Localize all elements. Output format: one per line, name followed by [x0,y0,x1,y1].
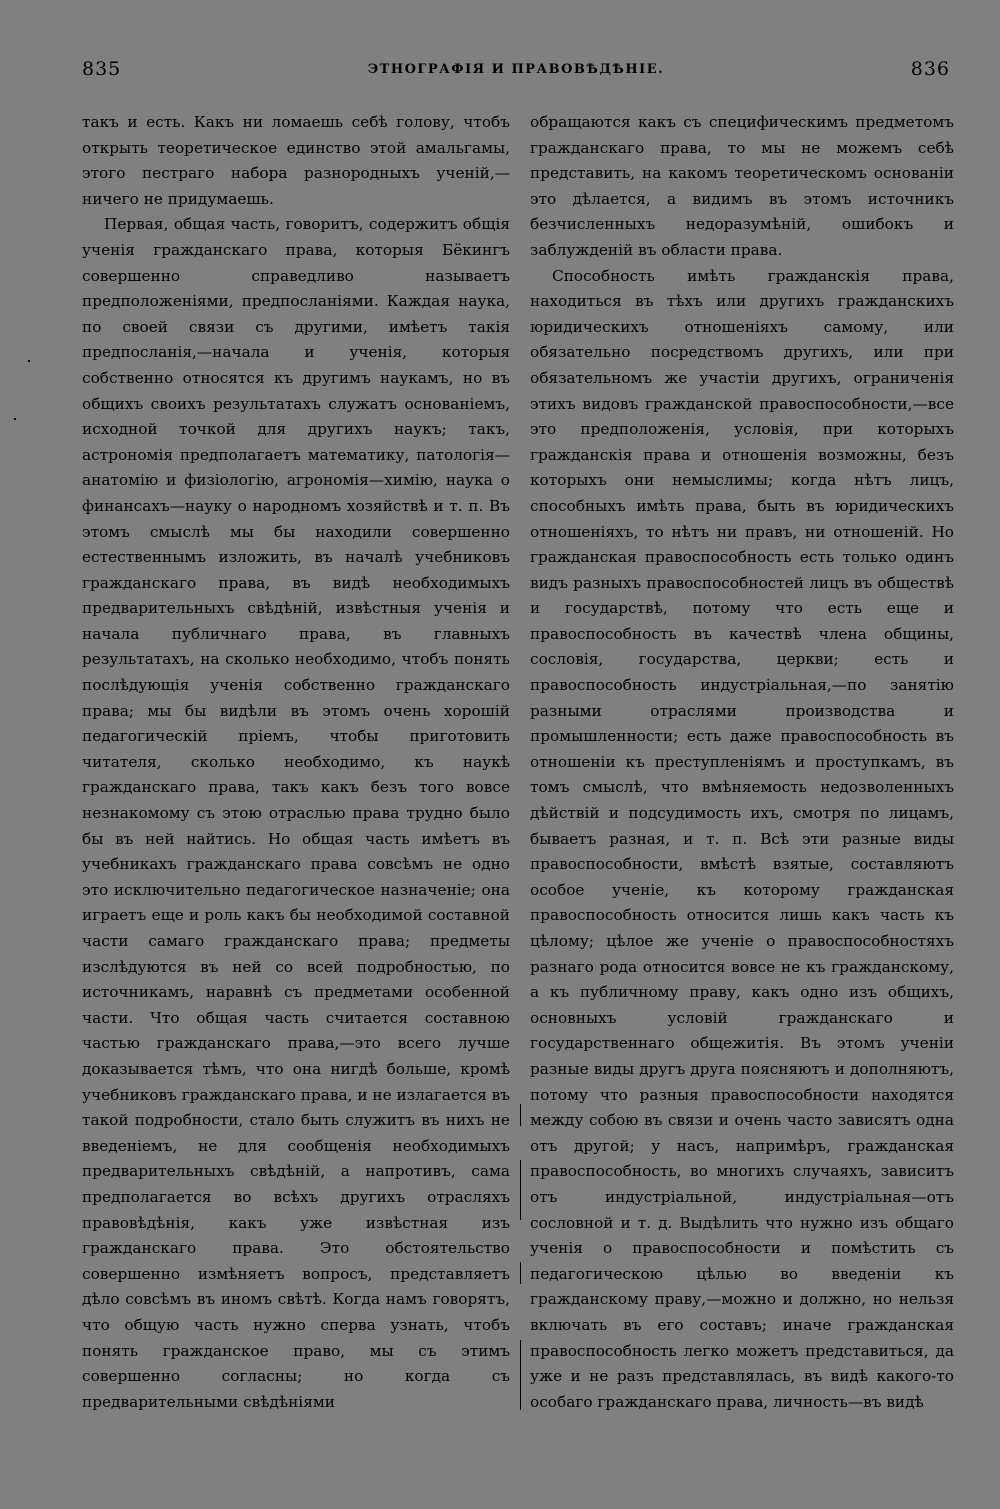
scan-speck [14,418,16,420]
right-paragraph-2: Способность имѣть гражданскія права, находиться въ тѣхъ или другихъ гражданскихъ юридическихъ отношеніяхъ самому, или обязательно посредствомъ другихъ, или при обязательномъ же участіи другихъ, ограниченія этихъ видовъ гражданской правоспособности,—все это предположенія, условія, при которыхъ гражданскія права и отношенія возможны, безъ которыхъ они немыслимы; когда нѣтъ лицъ, способныхъ имѣть права, быть въ юридическихъ отношеніяхъ, то нѣтъ ни правъ, ни отношеній. Но гражданская правоспособность есть только одинъ видъ разныхъ правоспособностей лицъ въ обществѣ и государствѣ, потому что есть еще и правоспособность въ качествѣ члена общины, сословія, государства, церкви; есть и правоспособность индустріальная,—по занятію разными отраслями производства и промышленности; есть даже правоспособность въ отношеніи къ преступленіямъ и проступкамъ, въ томъ смыслѣ, что вмѣняемость недозволенныхъ дѣйствій и подсудимость ихъ, смотря по лицамъ, бываетъ разная, и т. п. Всѣ эти разные виды правоспособности, вмѣстѣ взятые, составляютъ особое ученіе, къ которому гражданская правоспособность относится лишь какъ часть къ цѣлому; цѣлое же ученіе о правоспособностяхъ разнаго рода относится вовсе не къ гражданскому, а къ публичному праву, какъ одно изъ общихъ, основныхъ условій гражданскаго и государственнаго общежитія. Въ этомъ ученіи разные виды другъ друга поясняютъ и дополняютъ, потому что разныя правоспособности находятся между собою въ связи и очень часто зависятъ одна отъ другой; у насъ, напримѣръ, гражданская правоспособность, во многихъ случаяхъ, зависитъ отъ индустріальной, индустріальная—отъ сословной и т. д. Выдѣлить что нужно изъ общаго ученія о правоспособности и помѣстить съ педагогическою цѣлью во введеніи къ гражданскому праву,—можно и должно, но нельзя включать въ его составъ; иначе гражданская правоспособность легко можетъ представиться, да уже и не разъ представлялась, въ видѣ какого-то особаго гражданскаго права, личность—въ видѣ [530,266,954,1411]
left-paragraph-1: такъ и есть. Какъ ни ломаешь себѣ голову, чтобъ открыть теоретическое единство этой амальгамы, этого пестраго набора разнородныхъ ученій,—ничего не придумаешь. [82,113,510,208]
page-header [82,58,950,88]
column-divider-mark [520,1104,521,1126]
left-paragraph-2: Первая, общая часть, говоритъ, содержитъ общія ученія гражданскаго права, которыя Бёкингъ совершенно справедливо называетъ предположеніями, предпосланіями. Каждая наука, по своей связи съ другими, имѣетъ такія предпосланія,—начала и ученія, которыя собственно относятся къ другимъ наукамъ, но въ общихъ своихъ результатахъ служатъ основаніемъ, исходной точкой для другихъ наукъ; такъ, астрономія предполагаетъ математику, патологія—анатомію и физіологію, агрономія—химію, наука о финансахъ—науку о народномъ хозяйствѣ и т. п. Въ этомъ смыслѣ мы бы находили совершенно естественнымъ изложить, въ началѣ учебниковъ гражданскаго права, въ видѣ необходимыхъ предварительныхъ свѣдѣній, извѣстныя ученія и начала публичнаго права, въ главныхъ результатахъ, на сколько необходимо, чтобъ понять послѣдующія ученія собственно гражданскаго права; мы бы видѣли въ этомъ очень хорошій педагогическій пріемъ, чтобы приготовить читателя, сколько необходимо, къ наукѣ гражданскаго права, такъ какъ безъ того вовсе незнакомому съ этою отраслью права трудно было бы въ ней найтись. Но общая часть имѣетъ въ учебникахъ гражданскаго права совсѣмъ не одно это исключительно педагогическое назначеніе; она играетъ еще и роль какъ бы необходимой составной части самаго гражданскаго права; предметы изслѣдуются въ ней со всей подробностью, по источникамъ, наравнѣ съ предметами особенной части. Что общая часть считается составною частью гражданскаго права,—это всего лучше доказывается тѣмъ, что она нигдѣ больше, кромѣ учебниковъ гражданскаго права, и не излагается въ такой подробности, стало быть служитъ въ нихъ не введеніемъ, не для сообщенія необходимыхъ предварительныхъ свѣдѣній, а напротивъ, сама предполагается во всѣхъ другихъ отрасляхъ правовѣдѣнія, какъ уже извѣстная изъ гражданскаго права. Это обстоятельство совершенно измѣняетъ вопросъ, представляетъ дѣло совсѣмъ въ иномъ свѣтѣ. Когда намъ говорятъ, что общую часть нужно сперва узнать, чтобъ понять гражданское право, мы съ этимъ совершенно согласны; но когда съ предварительными свѣдѣніями [82,215,510,1411]
scan-speck [28,360,30,362]
right-paragraph-1: обращаются какъ съ специфическимъ предметомъ гражданскаго права, то мы не можемъ себѣ представить, на какомъ теоретическомъ основаніи это дѣлается, а видимъ въ этомъ источникъ безчисленныхъ недоразумѣній, ошибокъ и заблужденій въ области права. [530,113,954,259]
page-number-right: 836 [910,58,950,80]
column-divider-mark [520,1340,521,1410]
column-divider-mark [520,1262,521,1284]
running-title: ЭТНОГРАФІЯ И ПРАВОВѢДѢНІЕ. [367,62,665,77]
left-column [82,110,510,1415]
page-number-left: 835 [82,58,122,80]
column-divider-mark [520,1160,521,1220]
right-column [530,110,954,1415]
